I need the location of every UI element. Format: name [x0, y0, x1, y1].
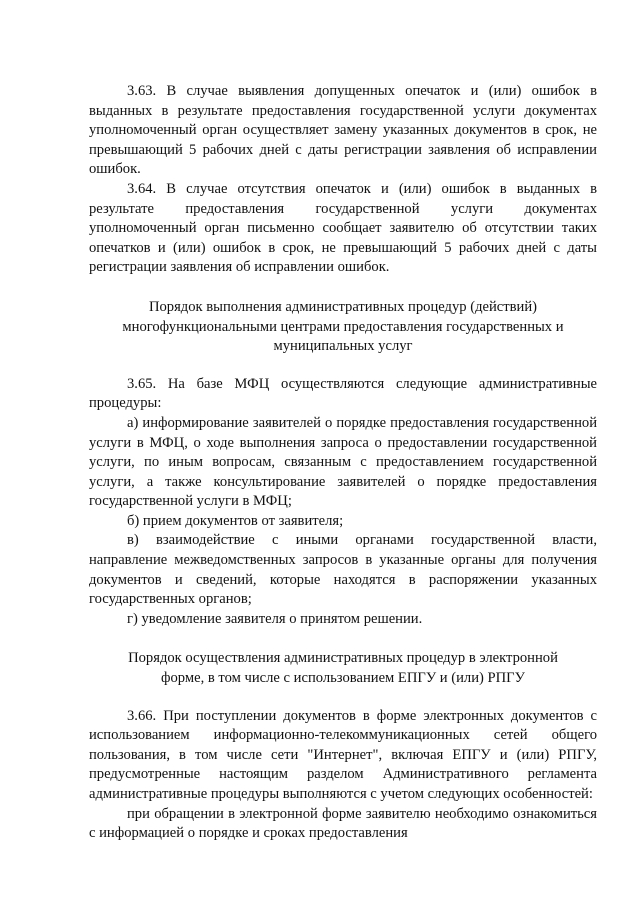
list-item-v: в) взаимодействие с иными органами государственной власти, направление межведомственных запросов в указанные органы для получения документов и сведений, которые находятся в распоряжении указанных государственных органов; [89, 532, 597, 608]
section-heading-mfc: Порядок выполнения административных процедур (действий) многофункциональными центрами предоставления государственных и муниципальных услуг [122, 298, 564, 355]
list-item-b: б) прием документов от заявителя; [127, 512, 344, 529]
paragraph-3-63: 3.63. В случае выявления допущенных опечаток и (или) ошибок в выданных в результате предоставления государственной услуги документах уполномоченный орган осуществляет замену указанных документов в срок, не превышающий 5 рабочих дней с даты регистрации заявления об исправлении ошибок. [89, 83, 597, 178]
paragraph-3-66-continued: при обращении в электронной форме заявителю необходимо ознакомиться с информацией о порядке и сроках предоставления [89, 805, 597, 842]
section-heading-electronic: Порядок осуществления административных процедур в электронной форме, в том числе с использованием ЕПГУ и (или) РПГУ [128, 650, 558, 687]
paragraph-3-66: 3.66. При поступлении документов в форме электронных документов с использованием информационно-телекоммуникационных сетей общего пользования, в том числе сети "Интернет", включая ЕПГУ и (или) РПГУ, предусмотренные настоящим разделом Административного регламента административные процедуры выполняются с учетом следующих особенностей: [89, 707, 597, 802]
document-body [89, 82, 597, 844]
list-item-g: г) уведомление заявителя о принятом решении. [127, 610, 423, 627]
list-item-a: а) информирование заявителей о порядке предоставления государственной услуги в МФЦ, о ходе выполнения запроса о предоставлении государственной услуги, по иным вопросам, связанным с предоставлением государственной услуги, а также консультирование заявителей о порядке предоставления государственной услуги в МФЦ; [89, 414, 597, 510]
paragraph-3-65: 3.65. На базе МФЦ осуществляются следующие административные процедуры: [89, 375, 597, 412]
paragraph-3-64: 3.64. В случае отсутствия опечаток и (или) ошибок в выданных в результате предоставления государственной услуги документах уполномоченный орган письменно сообщает заявителю об отсутствии таких опечатков и (или) ошибок в срок, не превышающий 5 рабочих дней с даты регистрации заявления об исправлении ошибок. [89, 180, 597, 276]
